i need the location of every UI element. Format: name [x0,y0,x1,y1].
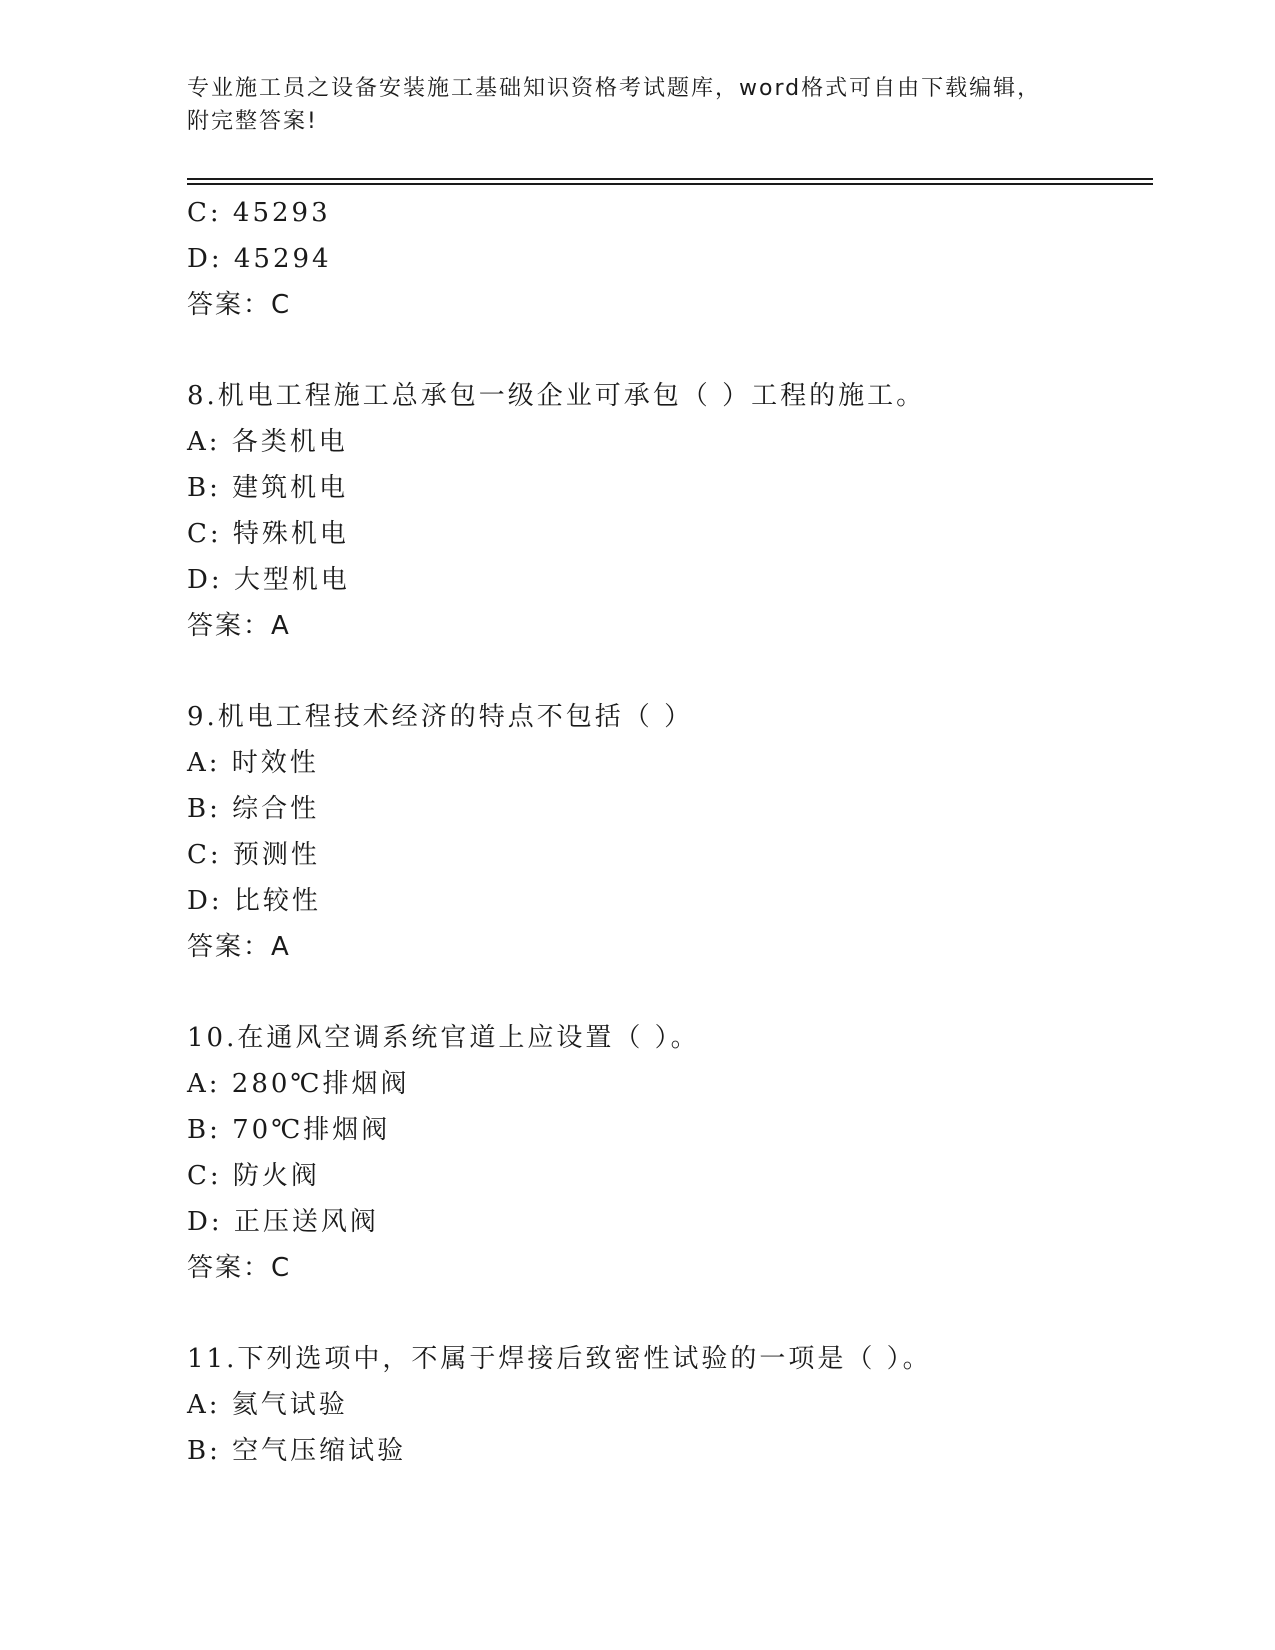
option-d: D: 45294 [187,244,332,274]
question-stem: 10.在通风空调系统官道上应设置（ ）。 [187,1023,700,1053]
header-divider-bottom [187,183,1153,185]
option-c: C: 防火阀 [187,1161,320,1191]
question-block-8 [187,373,1153,649]
header-line-1: 专业施工员之设备安装施工基础知识资格考试题库，word格式可自由下载编辑， [187,76,1042,101]
option-c: C: 预测性 [187,840,320,870]
question-list [187,190,1153,1474]
option-c: C: 特殊机电 [187,519,349,549]
spacer [187,970,1153,1015]
answer-line: 答案：C [187,1253,292,1283]
answer-line: 答案：A [187,611,291,641]
header-divider-top [187,178,1153,180]
option-a: A: 280℃排烟阀 [187,1069,410,1099]
question-block-partial [187,190,1153,328]
spacer [187,328,1153,373]
question-block-9 [187,694,1153,970]
option-a: A: 各类机电 [187,427,348,457]
question-stem: 9.机电工程技术经济的特点不包括（ ） [187,702,694,732]
option-d: D: 正压送风阀 [187,1207,379,1237]
question-block-10 [187,1015,1153,1291]
option-c: C: 45293 [187,198,331,228]
document-header [187,72,1067,138]
spacer [187,1291,1153,1336]
option-a: A: 氦气试验 [187,1390,348,1420]
question-stem: 11.下列选项中，不属于焊接后致密性试验的一项是（ ）。 [187,1344,932,1374]
option-a: A: 时效性 [187,748,319,778]
header-line-2: 附完整答案! [187,109,318,134]
option-b: B: 空气压缩试验 [187,1436,407,1466]
option-b: B: 建筑机电 [187,473,349,503]
option-d: D: 比较性 [187,886,321,916]
option-b: B: 综合性 [187,794,320,824]
answer-line: 答案：C [187,290,292,320]
option-b: B: 70℃排烟阀 [187,1115,391,1145]
spacer [187,649,1153,694]
question-stem: 8.机电工程施工总承包一级企业可承包（ ）工程的施工。 [187,381,926,411]
answer-line: 答案：A [187,932,291,962]
question-block-11 [187,1336,1153,1474]
option-d: D: 大型机电 [187,565,350,595]
